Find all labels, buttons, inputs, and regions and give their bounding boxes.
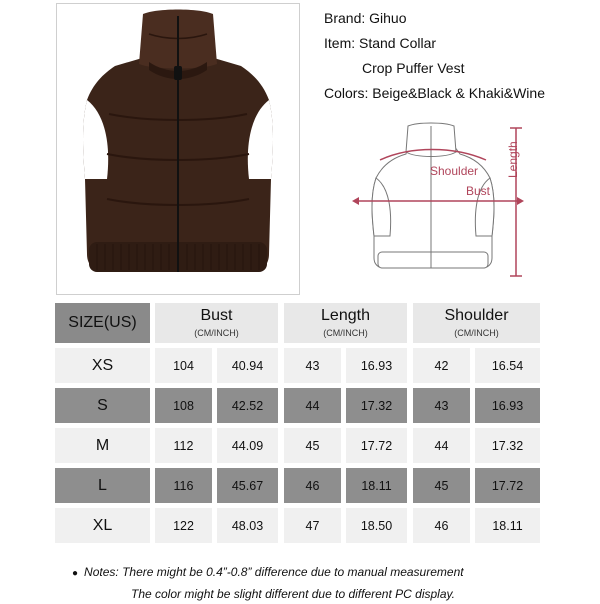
shoulder-cm-xl: 46 <box>413 508 470 543</box>
bust-header-title: Bust <box>200 307 233 324</box>
size-cell-xl: XL <box>55 508 150 543</box>
shoulder-cm-l: 45 <box>413 468 470 503</box>
size-cell-m: M <box>55 428 150 463</box>
note-line-2: The color might be slight different due to different PC display. <box>131 587 455 601</box>
length-header-unit: (CM/INCH) <box>323 328 368 338</box>
bust-cm-xs: 104 <box>155 348 212 383</box>
shoulder-header-unit: (CM/INCH) <box>454 328 499 338</box>
colors-line: Colors: Beige&Black & Khaki&Wine <box>324 85 545 101</box>
note-line-1 <box>72 562 464 584</box>
bullet-icon: ● <box>72 568 79 579</box>
length-inch-xl: 18.50 <box>346 508 407 543</box>
size-cell-l: L <box>55 468 150 503</box>
item-line-continued: Crop Puffer Vest <box>362 60 465 76</box>
shoulder-column-header <box>413 303 540 343</box>
bust-inch-xl: 48.03 <box>217 508 278 543</box>
shoulder-inch-xl: 18.11 <box>475 508 540 543</box>
bust-header-unit: (CM/INCH) <box>194 328 239 338</box>
length-inch-s: 17.32 <box>346 388 407 423</box>
shoulder-cm-s: 43 <box>413 388 470 423</box>
size-cell-xs: XS <box>55 348 150 383</box>
bust-inch-m: 44.09 <box>217 428 278 463</box>
size-column-header: SIZE(US) <box>55 303 150 343</box>
length-cm-l: 46 <box>284 468 341 503</box>
length-cm-xs: 43 <box>284 348 341 383</box>
brand-line: Brand: Gihuo <box>324 10 407 26</box>
bust-cm-s: 108 <box>155 388 212 423</box>
length-column-header <box>284 303 407 343</box>
shoulder-label: Shoulder <box>430 164 479 178</box>
length-inch-l: 18.11 <box>346 468 407 503</box>
item-line: Item: Stand Collar <box>324 35 437 51</box>
vest-photo-illustration <box>57 4 299 294</box>
product-info <box>324 6 545 106</box>
length-inch-m: 17.72 <box>346 428 407 463</box>
bust-inch-s: 42.52 <box>217 388 278 423</box>
note-text-1: Notes: There might be 0.4”-0.8” difference due to manual measurement <box>84 565 464 579</box>
notes-section <box>72 562 464 604</box>
shoulder-inch-m: 17.32 <box>475 428 540 463</box>
shoulder-cm-m: 44 <box>413 428 470 463</box>
product-photo <box>56 3 300 295</box>
shoulder-cm-xs: 42 <box>413 348 470 383</box>
length-header-title: Length <box>321 307 370 324</box>
bust-label: Bust <box>466 184 491 198</box>
length-inch-xs: 16.93 <box>346 348 407 383</box>
shoulder-inch-l: 17.72 <box>475 468 540 503</box>
shoulder-header-title: Shoulder <box>444 307 509 324</box>
bust-cm-l: 116 <box>155 468 212 503</box>
bust-cm-m: 112 <box>155 428 212 463</box>
shoulder-inch-s: 16.93 <box>475 388 540 423</box>
bust-column-header <box>155 303 278 343</box>
measurement-diagram <box>350 118 540 294</box>
bust-inch-xs: 40.94 <box>217 348 278 383</box>
length-label: Length <box>506 141 520 178</box>
bust-cm-xl: 122 <box>155 508 212 543</box>
length-cm-s: 44 <box>284 388 341 423</box>
bust-inch-l: 45.67 <box>217 468 278 503</box>
length-cm-xl: 47 <box>284 508 341 543</box>
shoulder-inch-xs: 16.54 <box>475 348 540 383</box>
length-cm-m: 45 <box>284 428 341 463</box>
size-cell-s: S <box>55 388 150 423</box>
